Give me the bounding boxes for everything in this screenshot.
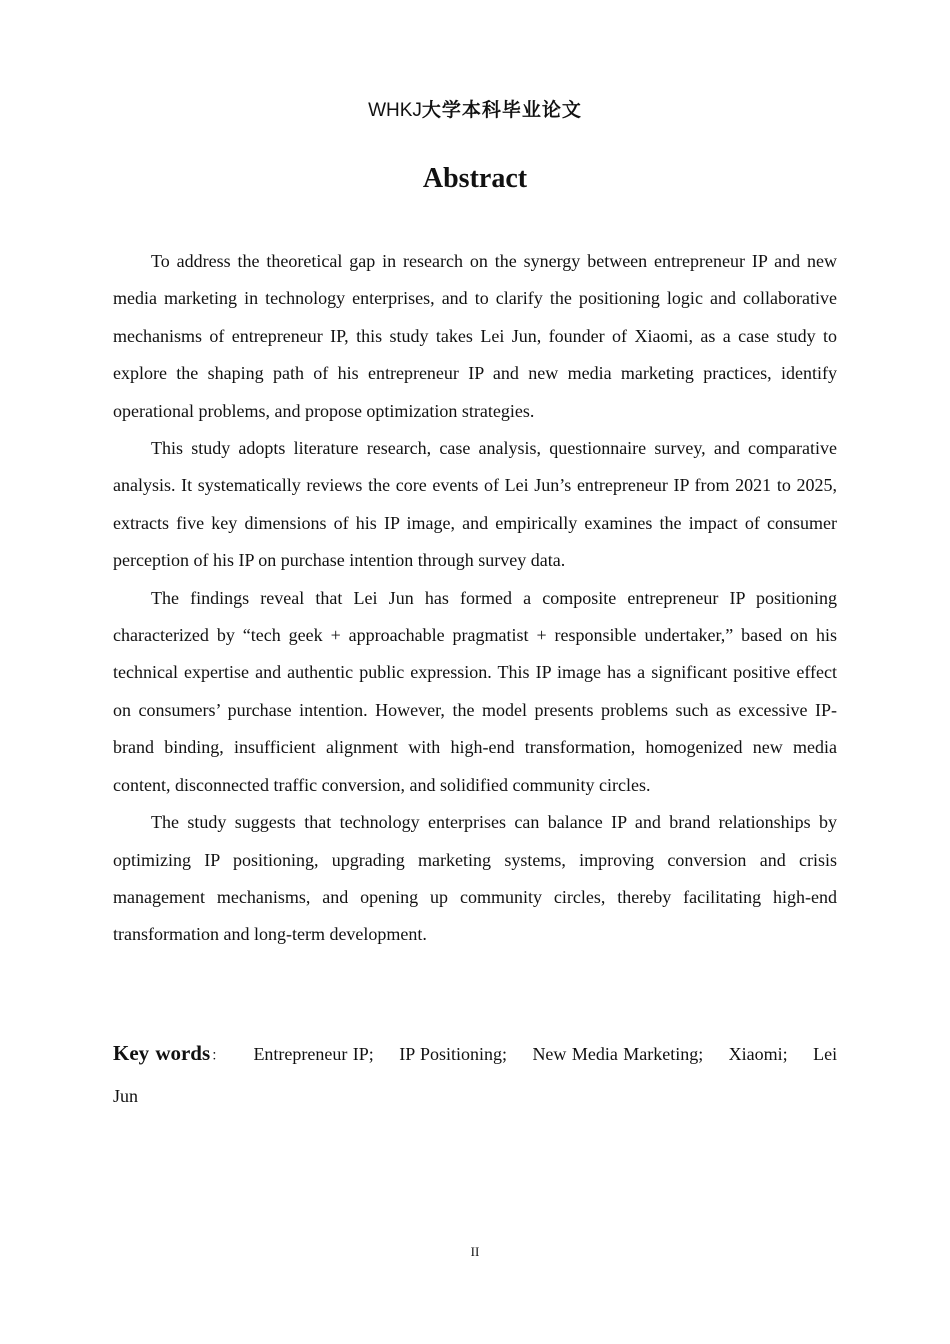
header-thesis-label: 大学本科毕业论文 [421, 99, 582, 121]
keyword-item: Lei Jun [113, 1044, 838, 1106]
keyword-item: Entrepreneur IP; [253, 1044, 374, 1064]
abstract-paragraph-2: This study adopts literature research, case analysis, questionnaire survey, and comparative analysis. It systematically reviews the core events of Lei Jun’s entrepreneur IP from 2021 to 2025, extracts five key dimensions of his IP image, and empirically examines the impact of consumer perception of his IP on purchase intention through survey data. [113, 438, 837, 571]
abstract-paragraph-1: To address the theoretical gap in research on the synergy between entrepreneur IP and new media marketing in technology enterprises, and to clarify the positioning logic and collaborative mechanisms of entrepreneur IP, this study takes Lei Jun, founder of Xiaomi, as a case study to explore the shaping path of his entrepreneur IP and new media marketing practices, identify operational problems, and propose optimization strategies. [113, 251, 837, 421]
keyword-item: New Media Marketing; [532, 1044, 704, 1064]
page-number: II [470, 1244, 480, 1259]
keyword-item: Xiaomi; [728, 1044, 788, 1064]
abstract-title: Abstract [422, 163, 528, 194]
keywords-label: Key words [113, 1041, 211, 1065]
keyword-item: IP Positioning; [399, 1044, 508, 1064]
abstract-body [113, 243, 837, 954]
abstract-paragraph-3: The findings reveal that Lei Jun has formed a composite entrepreneur IP positioning characterized by “tech geek + approachable pragmatist + responsible undertaker,” based on his technical expertise and authentic public expression. This IP image has a significant positive effect on consumers’ purchase intention. However, the model presents problems such as excessive IP-brand binding, insufficient alignment with high-end transformation, homogenized new media content, disconnected traffic conversion, and solidified community circles. [113, 587, 837, 795]
header-school-code: WHKJ [368, 100, 422, 121]
keywords-colon: ： [210, 1048, 227, 1064]
keywords-line [113, 1033, 837, 1116]
running-header [0, 95, 950, 122]
abstract-paragraph-4: The study suggests that technology enterprises can balance IP and brand relationships by optimizing IP positioning, upgrading marketing systems, improving conversion and crisis management mechanisms, and opening up community circles, thereby facilitating high-end transformation and long-term development. [113, 812, 837, 945]
